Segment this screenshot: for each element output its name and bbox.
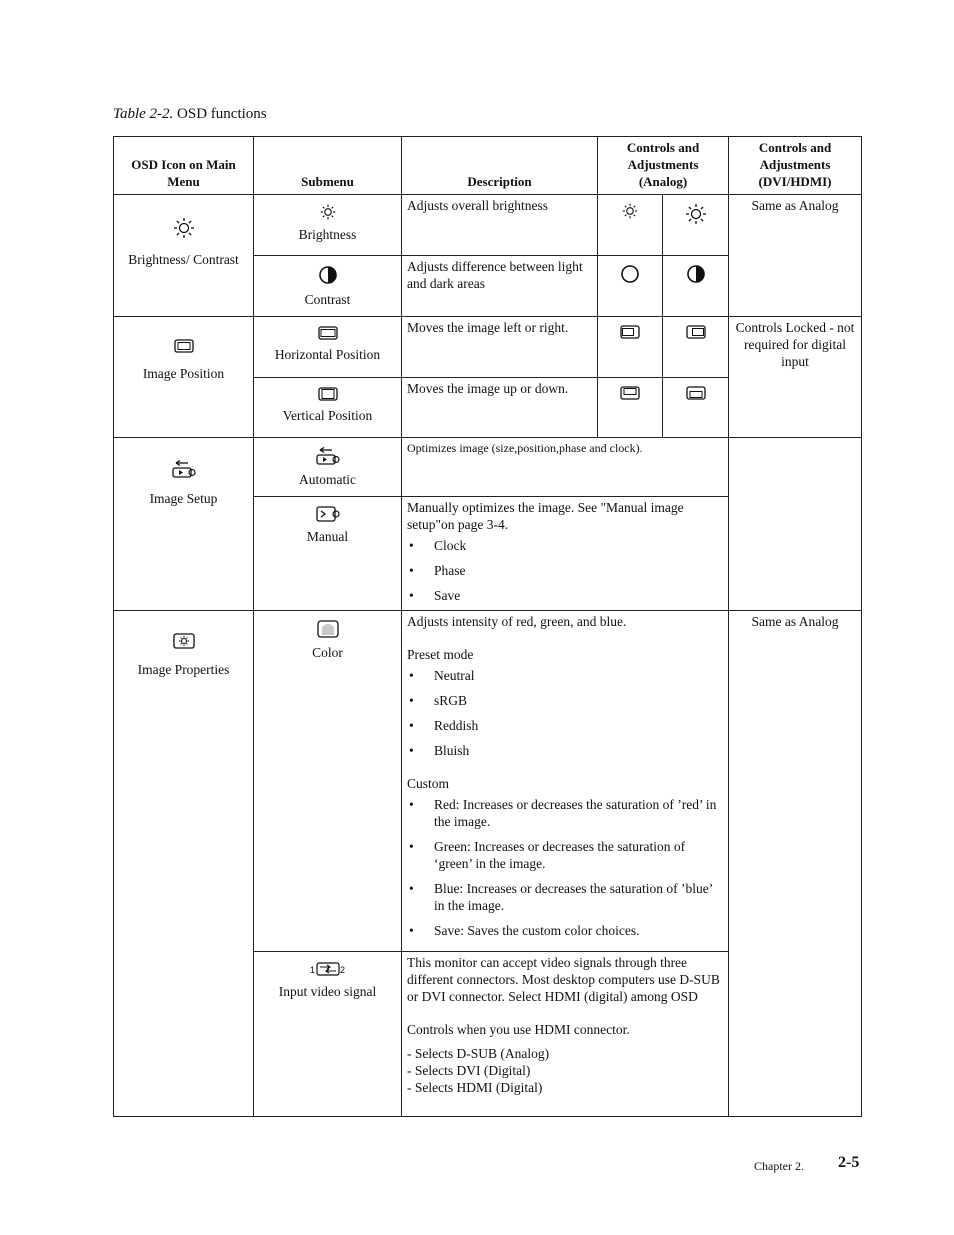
footer-chapter: Chapter 2. bbox=[754, 1159, 804, 1173]
description-text: Optimizes image (size,position,phase and clock). bbox=[407, 441, 643, 455]
sun-large-icon bbox=[685, 203, 707, 225]
header-submenu: Submenu bbox=[254, 137, 402, 195]
list-item: • Green: Increases or decreases the saturation of ‘green’ in the image. bbox=[407, 838, 723, 872]
description-brightness bbox=[402, 195, 598, 256]
description-text: Adjusts overall brightness bbox=[407, 198, 548, 213]
table-caption bbox=[113, 106, 267, 123]
main-image-setup bbox=[114, 438, 254, 611]
submenu-label: Color bbox=[312, 645, 343, 660]
manual-setup-icon bbox=[316, 506, 340, 522]
main-image-position bbox=[114, 317, 254, 438]
screen-position-icon bbox=[174, 339, 194, 353]
main-label: Image Position bbox=[142, 366, 225, 381]
list-item: • Neutral bbox=[407, 667, 723, 684]
analog-control-decrease bbox=[598, 256, 663, 317]
description-text: This monitor can accept video signals through three different connectors. Most desktop computers use D-SUB or DVI connector. Select HDMI (digital) among OSD bbox=[407, 955, 720, 1004]
submenu-manual bbox=[254, 497, 402, 611]
description-text-2: Controls when you use HDMI connector. bbox=[407, 1022, 630, 1037]
color-icon bbox=[317, 620, 339, 638]
screen-down-icon bbox=[686, 386, 706, 400]
description-text: Adjusts difference between light and dark areas bbox=[407, 259, 583, 291]
svg-text:2: 2 bbox=[339, 965, 345, 975]
manual-options-list bbox=[407, 537, 723, 604]
submenu-vertical-position bbox=[254, 378, 402, 438]
screen-vertical-icon bbox=[318, 387, 338, 401]
main-image-properties bbox=[114, 611, 254, 1117]
description-color bbox=[402, 611, 729, 952]
screen-left-icon bbox=[620, 325, 640, 339]
description-text: Moves the image up or down. bbox=[407, 381, 569, 396]
submenu-label: Brightness bbox=[298, 227, 357, 242]
list-item: • sRGB bbox=[407, 692, 723, 709]
half-circle-icon bbox=[686, 264, 706, 284]
list-item: • Blue: Increases or decreases the saturation of ’blue’ in the image. bbox=[407, 880, 723, 914]
digital-note-image-setup bbox=[729, 438, 862, 611]
list-item: • Save: Saves the custom color choices. bbox=[407, 922, 723, 939]
screen-up-icon bbox=[620, 386, 640, 400]
table-row bbox=[114, 317, 862, 378]
description-manual bbox=[402, 497, 729, 611]
screen-right-icon bbox=[686, 325, 706, 339]
custom-title: Custom bbox=[407, 776, 450, 791]
header-description: Description bbox=[402, 137, 598, 195]
analog-control-left bbox=[598, 317, 663, 378]
analog-control-down bbox=[663, 378, 729, 438]
screen-horizontal-icon bbox=[318, 326, 338, 340]
list-item: • Save bbox=[407, 587, 723, 604]
input-option-dvi: - Selects DVI (Digital) bbox=[407, 1063, 531, 1078]
table-row bbox=[114, 195, 862, 256]
preset-mode-list bbox=[407, 667, 723, 759]
description-horizontal-position bbox=[402, 317, 598, 378]
analog-control-right bbox=[663, 317, 729, 378]
submenu-label: Input video signal bbox=[278, 984, 377, 999]
note-text: Same as Analog bbox=[751, 614, 839, 629]
input-option-hdmi: - Selects HDMI (Digital) bbox=[407, 1080, 543, 1095]
main-label: Image Properties bbox=[137, 662, 230, 677]
list-item: • Phase bbox=[407, 562, 723, 579]
submenu-color bbox=[254, 611, 402, 952]
list-item: • Red: Increases or decreases the saturation of ’red’ in the image. bbox=[407, 796, 723, 830]
submenu-contrast bbox=[254, 256, 402, 317]
list-item: • Reddish bbox=[407, 717, 723, 734]
submenu-label: Horizontal Position bbox=[274, 347, 381, 362]
header-analog: Controls and Adjustments (Analog) bbox=[598, 137, 729, 195]
sun-small-icon bbox=[622, 203, 638, 219]
table-row bbox=[114, 438, 862, 497]
svg-text:1: 1 bbox=[309, 965, 315, 975]
table-row bbox=[114, 611, 862, 952]
description-input-video-signal bbox=[402, 952, 729, 1117]
main-label: Brightness/ Contrast bbox=[128, 252, 239, 267]
caption-title: OSD functions bbox=[177, 106, 267, 122]
preset-mode-title: Preset mode bbox=[407, 647, 474, 662]
analog-control-decrease bbox=[598, 195, 663, 256]
input-option-dsub: - Selects D-SUB (Analog) bbox=[407, 1046, 550, 1061]
main-label: Image Setup bbox=[149, 491, 218, 506]
description-text: Moves the image left or right. bbox=[407, 320, 569, 335]
submenu-label: Manual bbox=[306, 529, 349, 544]
half-circle-icon bbox=[318, 265, 338, 285]
list-item: • Clock bbox=[407, 537, 723, 554]
description-text: Adjusts intensity of red, green, and blue. bbox=[407, 614, 627, 629]
caption-label: Table 2-2. bbox=[113, 106, 174, 122]
submenu-label: Contrast bbox=[304, 292, 351, 307]
digital-note-image-position bbox=[729, 317, 862, 438]
digital-note-brightness-contrast bbox=[729, 195, 862, 317]
table-header-row bbox=[114, 137, 862, 195]
sun-icon bbox=[320, 204, 336, 220]
analog-control-up bbox=[598, 378, 663, 438]
submenu-label: Automatic bbox=[299, 472, 356, 487]
submenu-brightness bbox=[254, 195, 402, 256]
note-text: Same as Analog bbox=[751, 198, 839, 213]
digital-note-image-properties bbox=[729, 611, 862, 1117]
input-signal-icon bbox=[310, 961, 346, 977]
analog-control-increase bbox=[663, 256, 729, 317]
description-text: Manually optimizes the image. See "Manual image setup"on page 3-4. bbox=[407, 500, 684, 532]
circle-icon bbox=[620, 264, 640, 284]
submenu-label: Vertical Position bbox=[282, 408, 373, 423]
description-contrast bbox=[402, 256, 598, 317]
image-properties-icon bbox=[173, 633, 195, 649]
header-digital: Controls and Adjustments (DVI/HDMI) bbox=[729, 137, 862, 195]
submenu-input-video-signal bbox=[254, 952, 402, 1117]
description-automatic bbox=[402, 438, 729, 497]
analog-control-increase bbox=[663, 195, 729, 256]
note-text: Controls Locked - not required for digital input bbox=[735, 320, 855, 369]
main-brightness-contrast bbox=[114, 195, 254, 317]
submenu-horizontal-position bbox=[254, 317, 402, 378]
auto-setup-icon bbox=[316, 447, 340, 465]
page-number: 2-5 bbox=[838, 1154, 860, 1171]
submenu-automatic bbox=[254, 438, 402, 497]
description-vertical-position bbox=[402, 378, 598, 438]
sun-icon bbox=[173, 217, 195, 239]
custom-list bbox=[407, 796, 723, 939]
header-main: OSD Icon on Main Menu bbox=[114, 137, 254, 195]
osd-functions-table bbox=[113, 136, 862, 1117]
list-item: • Bluish bbox=[407, 742, 723, 759]
auto-setup-icon bbox=[172, 460, 196, 478]
